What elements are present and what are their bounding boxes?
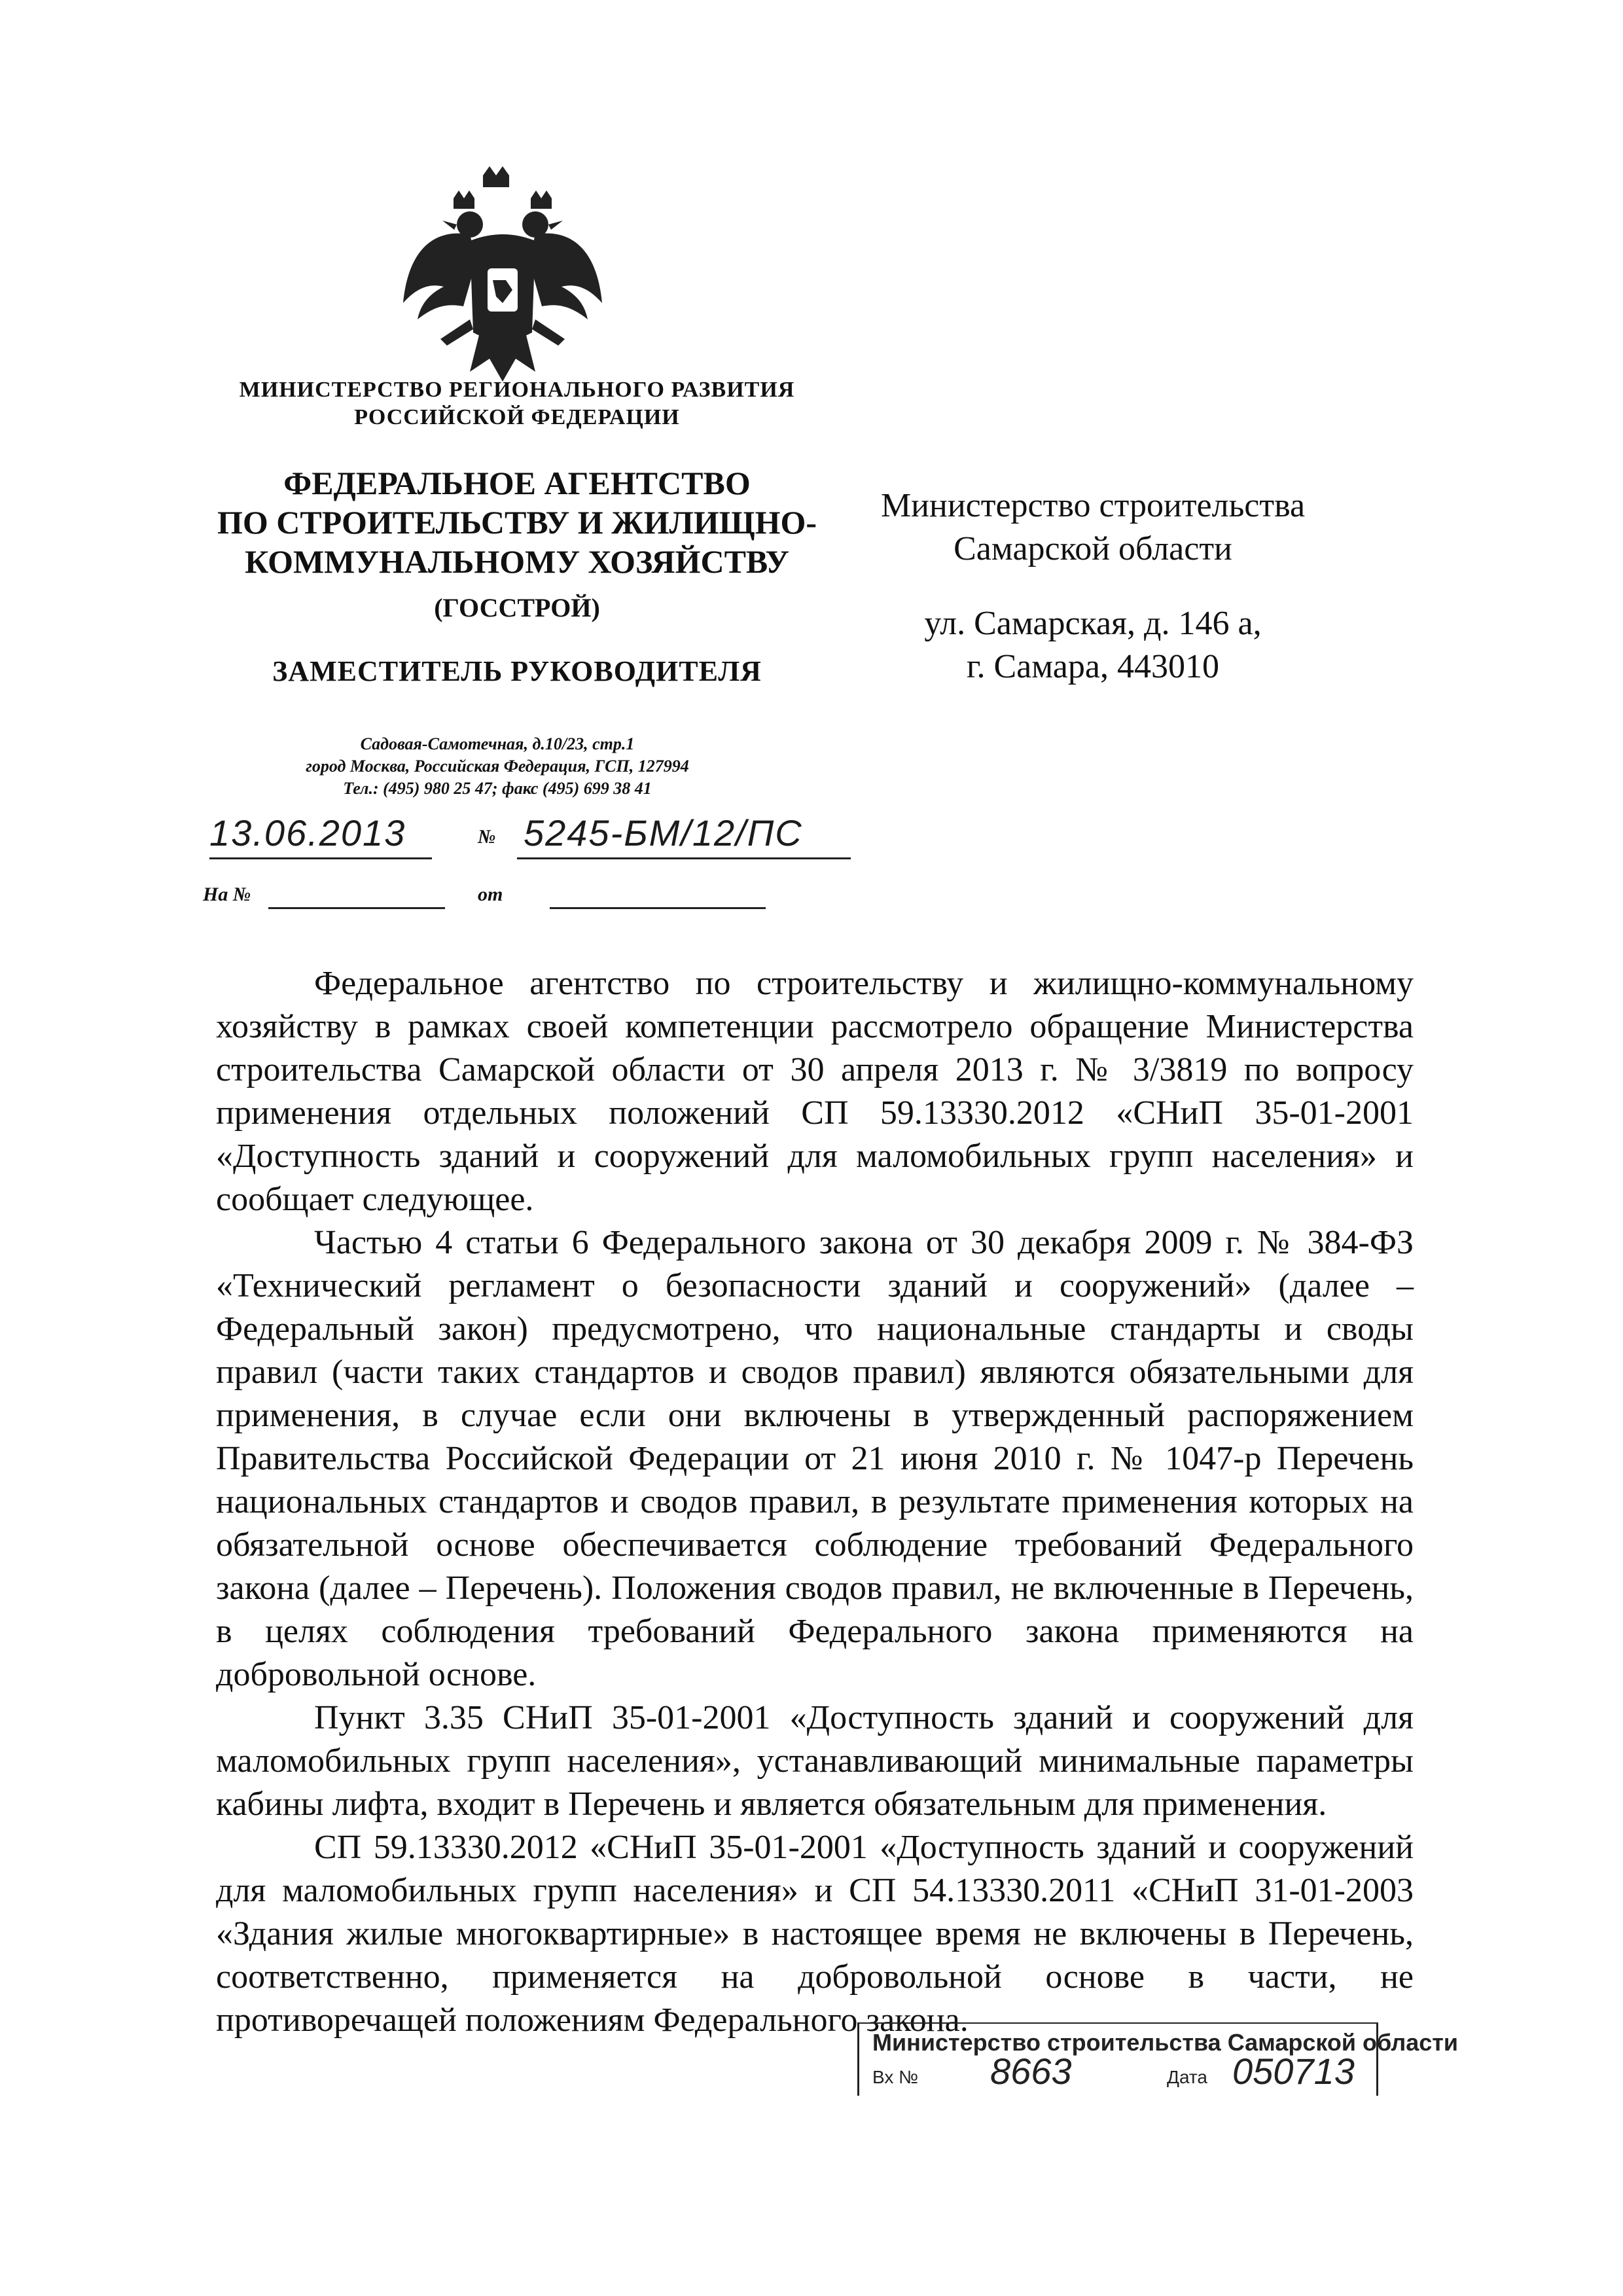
reference-date: 13.06.2013 [209,812,406,853]
body-paragraph-1: Федеральное агентство по строительству и жилищно-коммунальному хозяйству в рамках своей компетенции рассмотрело обращение Министерства строительства Самарской области от 30 апреля 2013 г. № 3/3819 по вопросу применения отдельных положений СП 59.13330.2012 «СНиП 35-01-2001 «Доступность зданий и сооружений для маломобильных групп населения» и сообщает следующее. [216,965,1414,1218]
date-underline [209,857,432,859]
agency-name [203,463,831,581]
body-paragraph-2: Частью 4 статьи 6 Федерального закона от 30 декабря 2009 г. № 384-ФЗ «Технический регламент о безопасности зданий и сооружений» (далее – Федеральный закон) предусмотрено, что национальные стандарты и своды правил (части таких стандартов и сводов правил) являются обязательными для применения, в случае если они включены в утвержденный распоряжением Правительства Российской Федерации от 21 июня 2010 г. № 1047-р Перечень национальных стандартов и сводов правил, в результате применения которых на обязательной основе обеспечивается соблюдение требований Федерального закона (далее – Перечень). Положения сводов правил, не включенные в Перечень, в целях соблюдения требований Федерального закона применяются на добровольной основе. [216,1224,1414,1693]
body-paragraph-3: Пункт 3.35 СНиП 35-01-2001 «Доступность зданий и сооружений для маломобильных групп населения», устанавливающий минимальные параметры кабины лифта, входит в Перечень и является обязательным для применения. [216,1699,1414,1823]
reference-line [203,812,857,870]
ministry-name [203,376,831,431]
ministry-line-2: РОССИЙСКОЙ ФЕДЕРАЦИИ [354,405,680,429]
from-label: от [478,884,503,905]
agency-line-1: ФЕДЕРАЛЬНОЕ АГЕНТСТВО [283,465,751,501]
recipient-name [844,484,1342,571]
recipient-line-1: Министерство строительства [880,487,1306,524]
recipient-address [844,602,1342,689]
sender-phone-line: Тел.: (495) 980 25 47; факс (495) 699 38 41 [343,779,652,798]
from-underline [550,907,766,909]
agency-line-3: КОММУНАЛЬНОМУ ХОЗЯЙСТВУ [245,543,789,580]
position-title: ЗАМЕСТИТЕЛЬ РУКОВОДИТЕЛЯ [272,655,762,687]
stamp-title: Министерство строительства Самарской области [872,2029,1459,2056]
sender-address-line-2: город Москва, Российская Федерация, ГСП, 127994 [306,757,689,776]
coat-of-arms-icon [391,162,614,398]
stamp-date: 050713 [1232,2051,1355,2092]
reply-to-line [203,884,857,923]
number-label: № [478,826,496,848]
incoming-stamp [857,2022,1459,2096]
recipient-address-line-2: г. Самара, 443010 [967,648,1219,685]
sender-contacts [249,733,746,800]
stamp-in-number: 8663 [990,2051,1072,2092]
body-paragraph-4: СП 59.13330.2012 «СНиП 35-01-2001 «Доступность зданий и сооружений для маломобильных групп населения» и СП 54.13330.2011 «СНиП 31-01-2003 «Здания жилые многоквартирные» в настоящее время не включены в Перечень, соответственно, применяется на добровольной основе в части, не противоречащей положениям Федерального закона. [216,1829,1414,2039]
sender-address-line-1: Садовая-Самотечная, д.10/23, стр.1 [360,734,635,753]
stamp-in-label: Вх № [872,2067,919,2087]
stamp-date-label: Дата [1167,2067,1208,2087]
reference-number: 5245-БМ/12/ПС [524,812,803,853]
on-no-label: На № [203,884,251,905]
on-no-underline [268,907,445,909]
letter-body [216,962,1414,2042]
recipient-address-line-1: ул. Самарская, д. 146 а, [924,605,1262,642]
number-underline [517,857,851,859]
agency-line-2: ПО СТРОИТЕЛЬСТВУ И ЖИЛИЩНО- [217,504,817,541]
agency-short-name: (ГОССТРОЙ) [434,593,600,622]
ministry-line-1: МИНИСТЕРСТВО РЕГИОНАЛЬНОГО РАЗВИТИЯ [239,378,795,402]
recipient-line-2: Самарской области [954,530,1232,567]
